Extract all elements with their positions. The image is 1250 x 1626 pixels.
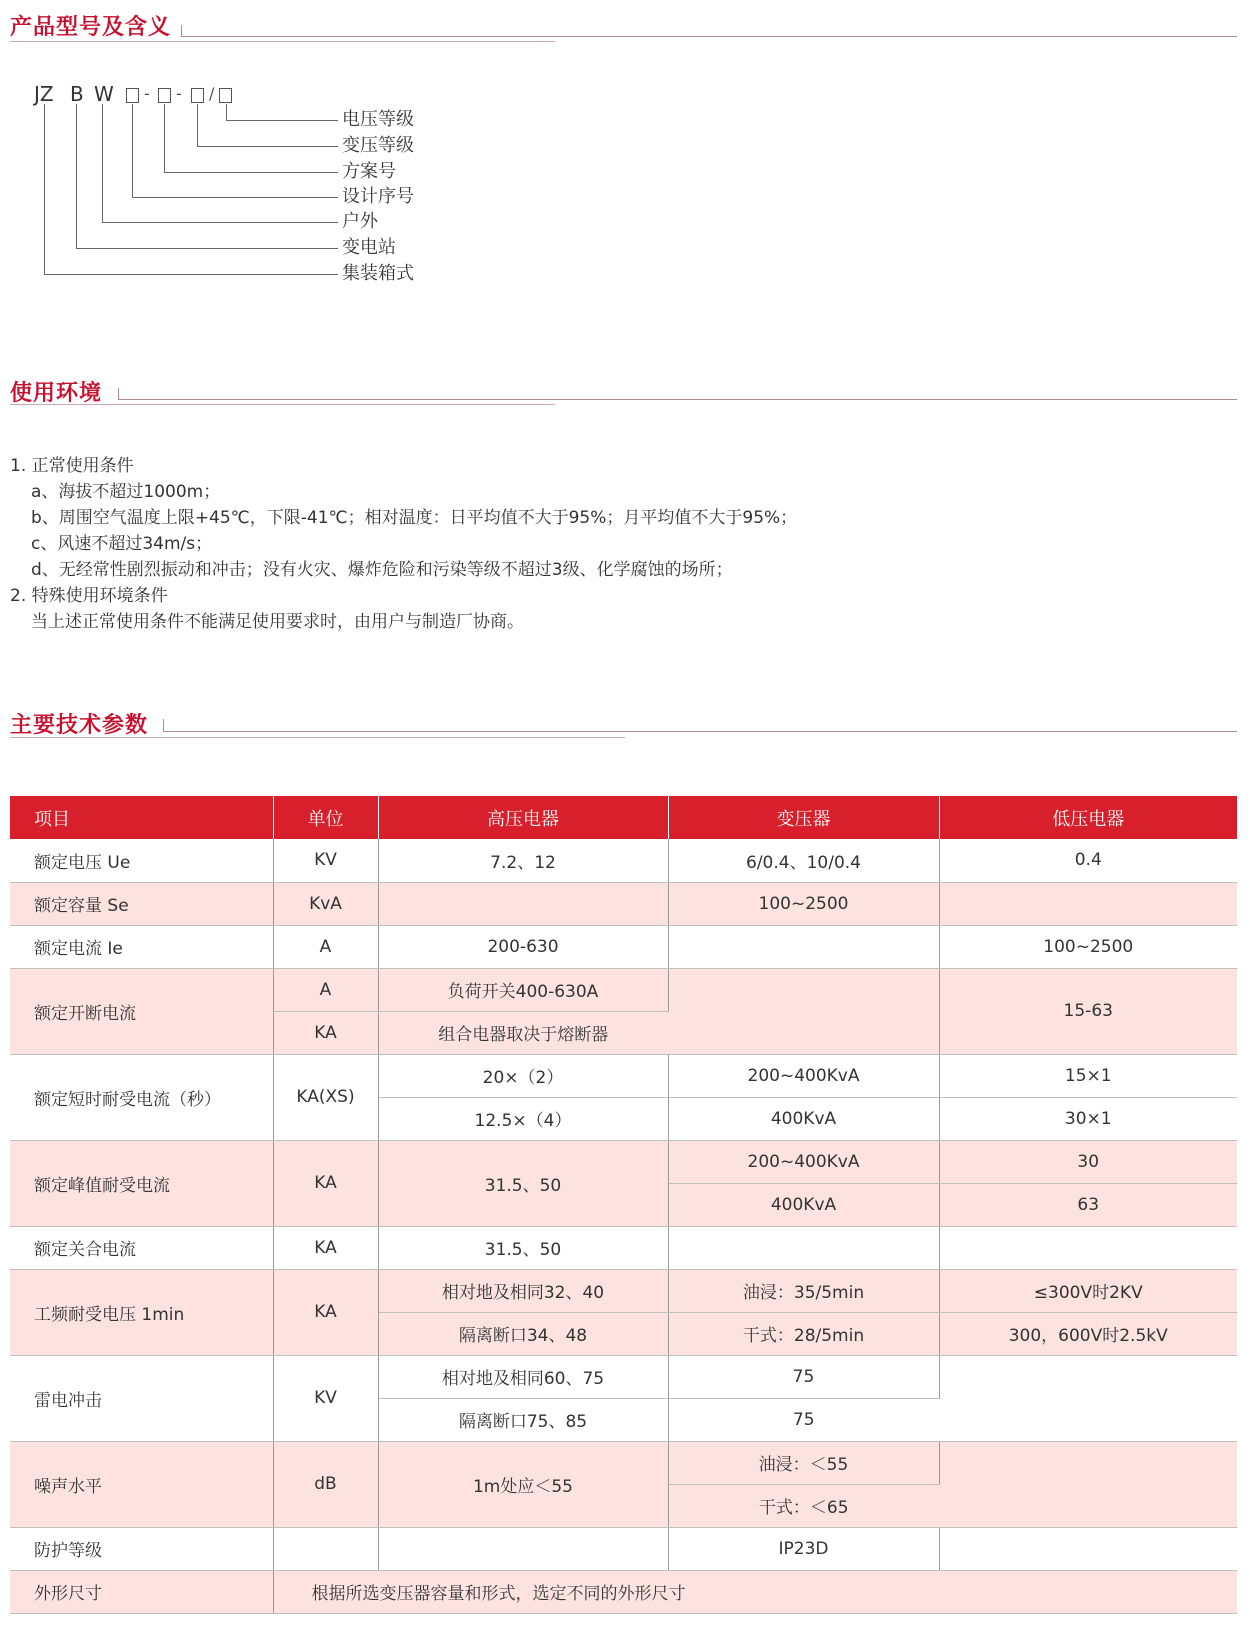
meaning-transform-level: 变压等级 <box>342 135 414 156</box>
cell-unit: A <box>273 925 378 968</box>
env-item-b: b、周围空气温度上限+45℃，下限-41℃；相对温度：日平均值不大于95%；月平均值不大于95%； <box>31 508 798 528</box>
header-unit: 单位 <box>273 796 378 839</box>
cell-hv: 200-630 <box>378 925 668 968</box>
header-lv: 低压电器 <box>939 796 1237 839</box>
cell-transformer: 油浸：35/5min <box>668 1269 939 1312</box>
leader-line <box>197 146 338 147</box>
cell-transformer: 400KvA <box>668 1097 939 1140</box>
leader-line <box>132 197 338 198</box>
cell-transformer <box>668 925 939 968</box>
code-box-3 <box>191 88 204 103</box>
cell-transformer: 干式：＜65 <box>668 1484 939 1527</box>
leader-line <box>226 104 227 120</box>
cell-unit: KA <box>273 1226 378 1269</box>
title-rule <box>118 399 1237 400</box>
cell-hv: 12.5×（4） <box>378 1097 668 1140</box>
cell-hv: 隔离断口34、48 <box>378 1312 668 1355</box>
env-heading-special: 2. 特殊使用环境条件 <box>10 586 168 606</box>
cell-transformer: 干式：28/5min <box>668 1312 939 1355</box>
cell-lv: 100~2500 <box>939 925 1237 968</box>
cell-unit: KA <box>273 1011 378 1054</box>
cell-transformer: 400KvA <box>668 1183 939 1226</box>
cell-hv: 相对地及相同60、75 <box>378 1355 668 1398</box>
cell-lv: 63 <box>939 1183 1237 1226</box>
meaning-container: 集装箱式 <box>342 263 414 284</box>
table-row <box>10 925 1237 968</box>
env-item-d: d、无经常性剧烈振动和冲击；没有火灾、爆炸危险和污染等级不超过3级、化学腐蚀的场所； <box>31 560 733 580</box>
leader-line <box>102 222 338 223</box>
table-row <box>10 1269 1237 1312</box>
cell-transformer: 100~2500 <box>668 882 939 925</box>
cell-item: 额定短时耐受电流（秒） <box>10 1054 273 1140</box>
code-separator: - <box>144 84 150 103</box>
header-transformer: 变压器 <box>668 796 939 839</box>
cell-hv: 隔离断口75、85 <box>378 1398 668 1441</box>
code-separator: / <box>209 84 215 103</box>
cell-lv <box>939 1527 1237 1570</box>
title-rule <box>181 36 1237 37</box>
cell-transformer <box>668 1226 939 1269</box>
cell-unit: KA <box>273 1140 378 1226</box>
cell-transformer: 75 <box>668 1355 939 1398</box>
cell-item: 额定容量 Se <box>10 882 273 925</box>
cell-lv: 30 <box>939 1140 1237 1183</box>
cell-transformer: 200~400KvA <box>668 1140 939 1183</box>
meaning-outdoor: 户外 <box>342 211 378 232</box>
code-letter-jz: JZ <box>34 82 54 106</box>
cell-hv: 20×（2） <box>378 1054 668 1097</box>
model-code-diagram <box>30 82 450 302</box>
cell-lv <box>939 1226 1237 1269</box>
cell-unit: KV <box>273 1355 378 1441</box>
cell-hv: 负荷开关400-630A <box>378 968 668 1011</box>
cell-item: 工频耐受电压 1min <box>10 1269 273 1355</box>
table-row <box>10 1226 1237 1269</box>
table-row <box>10 1054 1237 1097</box>
cell-item: 防护等级 <box>10 1527 273 1570</box>
cell-lv: 15-63 <box>939 968 1237 1054</box>
cell-transformer: 200~400KvA <box>668 1054 939 1097</box>
cell-transformer: 油浸：＜55 <box>668 1441 939 1484</box>
cell-hv: 7.2、12 <box>378 839 668 882</box>
env-heading-normal: 1. 正常使用条件 <box>10 456 134 476</box>
table-row <box>10 968 1237 1011</box>
params-table <box>10 796 1237 1614</box>
leader-line <box>164 172 338 173</box>
cell-item: 额定峰值耐受电流 <box>10 1140 273 1226</box>
cell-dimension-note: 根据所选变压器容量和形式，选定不同的外形尺寸 <box>273 1570 1237 1613</box>
section-title-model: 产品型号及含义 <box>10 15 172 40</box>
cell-lv <box>939 1355 1237 1441</box>
cell-transformer: 75 <box>668 1398 939 1441</box>
meaning-substation: 变电站 <box>342 237 396 258</box>
leader-line <box>76 104 77 248</box>
title-rule <box>163 731 1237 732</box>
cell-lv: 15×1 <box>939 1054 1237 1097</box>
cell-unit: A <box>273 968 378 1011</box>
cell-item: 额定电流 Ie <box>10 925 273 968</box>
leader-line <box>76 248 338 249</box>
leader-line <box>132 104 133 197</box>
cell-lv <box>939 1441 1237 1527</box>
cell-hv: 组合电器取决于熔断器 <box>378 1011 668 1054</box>
table-row <box>10 1355 1237 1398</box>
table-row <box>10 882 1237 925</box>
cell-hv: 相对地及相同32、40 <box>378 1269 668 1312</box>
env-special-text: 当上述正常使用条件不能满足使用要求时，由用户与制造厂协商。 <box>31 612 524 632</box>
leader-line <box>102 104 103 222</box>
leader-line <box>44 274 338 275</box>
cell-lv <box>939 882 1237 925</box>
code-box-4 <box>219 88 232 103</box>
table-header-row <box>10 796 1237 839</box>
code-letter-b: B <box>70 82 84 106</box>
code-letter-w: W <box>94 82 114 106</box>
cell-lv: 30×1 <box>939 1097 1237 1140</box>
cell-item: 额定关合电流 <box>10 1226 273 1269</box>
cell-lv: 300，600V时2.5kV <box>939 1312 1237 1355</box>
cell-unit: dB <box>273 1441 378 1527</box>
title-underline <box>10 404 555 405</box>
cell-item: 额定开断电流 <box>10 968 273 1054</box>
code-separator: - <box>176 84 182 103</box>
env-item-a: a、海拔不超过1000m； <box>31 482 221 502</box>
cell-hv <box>378 882 668 925</box>
table-row <box>10 1527 1237 1570</box>
cell-item: 雷电冲击 <box>10 1355 273 1441</box>
cell-unit: KvA <box>273 882 378 925</box>
meaning-voltage-level: 电压等级 <box>342 109 414 130</box>
header-hv: 高压电器 <box>378 796 668 839</box>
section-title-environment: 使用环境 <box>10 381 103 406</box>
cell-item: 噪声水平 <box>10 1441 273 1527</box>
table-row <box>10 1140 1237 1183</box>
table-row <box>10 1570 1237 1613</box>
code-box-1 <box>126 88 139 103</box>
leader-line <box>226 120 338 121</box>
cell-hv: 1m处应＜55 <box>378 1441 668 1527</box>
section-title-params: 主要技术参数 <box>10 713 149 738</box>
leader-line <box>164 104 165 172</box>
meaning-scheme-no: 方案号 <box>342 161 396 182</box>
title-underline <box>10 41 555 42</box>
env-item-c: c、风速不超过34m/s； <box>31 534 213 554</box>
cell-transformer: 6/0.4、10/0.4 <box>668 839 939 882</box>
header-item: 项目 <box>10 796 273 839</box>
cell-unit: KA(XS) <box>273 1054 378 1140</box>
cell-transformer <box>668 968 939 1054</box>
table-row <box>10 839 1237 882</box>
code-box-2 <box>158 88 171 103</box>
meaning-design-no: 设计序号 <box>342 186 414 207</box>
table-row <box>10 1441 1237 1484</box>
cell-unit <box>273 1527 378 1570</box>
cell-item: 额定电压 Ue <box>10 839 273 882</box>
cell-hv: 31.5、50 <box>378 1226 668 1269</box>
cell-hv <box>378 1527 668 1570</box>
cell-lv: ≤300V时2KV <box>939 1269 1237 1312</box>
leader-line <box>197 104 198 146</box>
leader-line <box>44 104 45 274</box>
title-tick <box>163 719 164 731</box>
title-underline <box>10 737 625 738</box>
cell-item: 外形尺寸 <box>10 1570 273 1613</box>
cell-unit: KV <box>273 839 378 882</box>
cell-transformer: IP23D <box>668 1527 939 1570</box>
cell-unit: KA <box>273 1269 378 1355</box>
cell-lv: 0.4 <box>939 839 1237 882</box>
cell-hv: 31.5、50 <box>378 1140 668 1226</box>
